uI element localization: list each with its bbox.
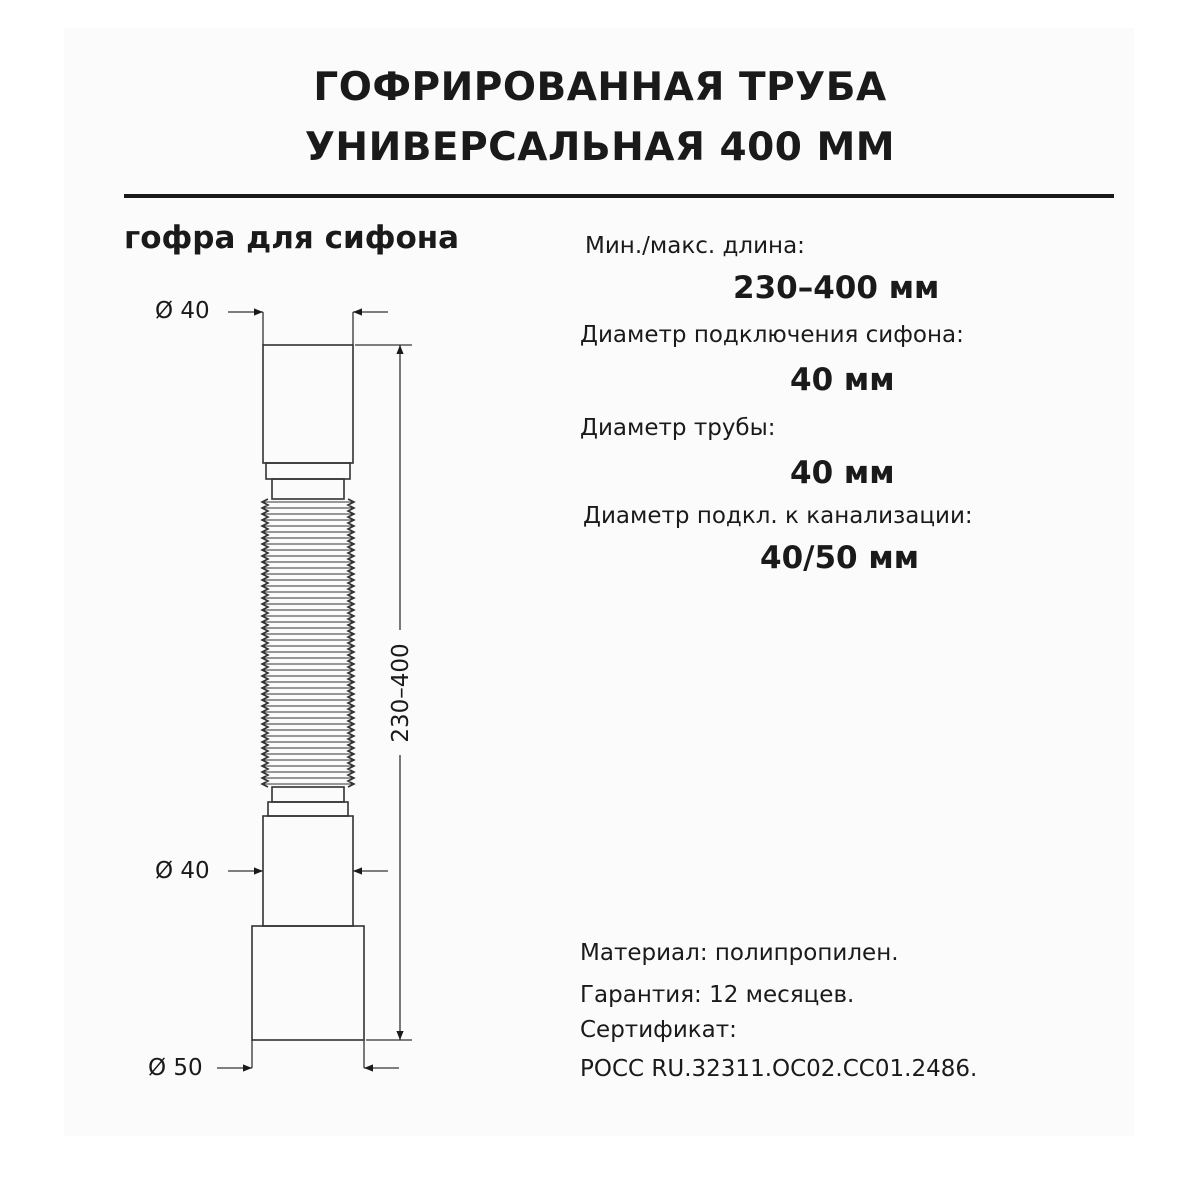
sewer-socket [252,926,364,1040]
spec-pipe-diameter-value: 40 мм [790,455,895,491]
spec-length-value: 230–400 мм [733,270,940,306]
dim-length-label: 230–400 [388,643,414,743]
bottom-collar [268,802,348,816]
top-collar [266,463,350,479]
certificate-label: Сертификат: [580,1017,737,1043]
corrugation-edge-left [262,499,268,787]
title-line-2: УНИВЕРСАЛЬНАЯ 400 ММ [304,125,896,170]
spec-siphon-diameter-label: Диаметр подключения сифона: [580,322,964,348]
dim-top-diameter-label: Ø 40 [155,298,210,324]
top-socket [263,345,353,463]
spec-siphon-diameter-value: 40 мм [790,362,895,398]
spec-pipe-diameter-label: Диаметр трубы: [580,415,776,441]
spec-sewer-diameter-label: Диаметр подкл. к канализации: [583,503,973,529]
warranty-text: Гарантия: 12 месяцев. [580,982,855,1008]
top-neck [272,479,344,499]
material-text: Материал: полипропилен. [580,940,899,966]
spec-length-label: Мин./макс. длина: [585,233,805,259]
corrugated-section [262,499,354,787]
spec-sewer-diameter-value: 40/50 мм [760,540,920,576]
corrugation-edge-right [348,499,354,787]
title-line-1: ГОФРИРОВАННАЯ ТРУБА [313,65,887,110]
dim-bottom-diameter-label: Ø 50 [148,1055,203,1081]
dim-middle-diameter-label: Ø 40 [155,858,210,884]
bottom-socket [263,816,353,926]
bottom-neck [272,787,344,802]
certificate-number: РОСС RU.32311.ОС02.СС01.2486. [580,1056,978,1082]
subtitle: гофра для сифона [124,220,460,256]
